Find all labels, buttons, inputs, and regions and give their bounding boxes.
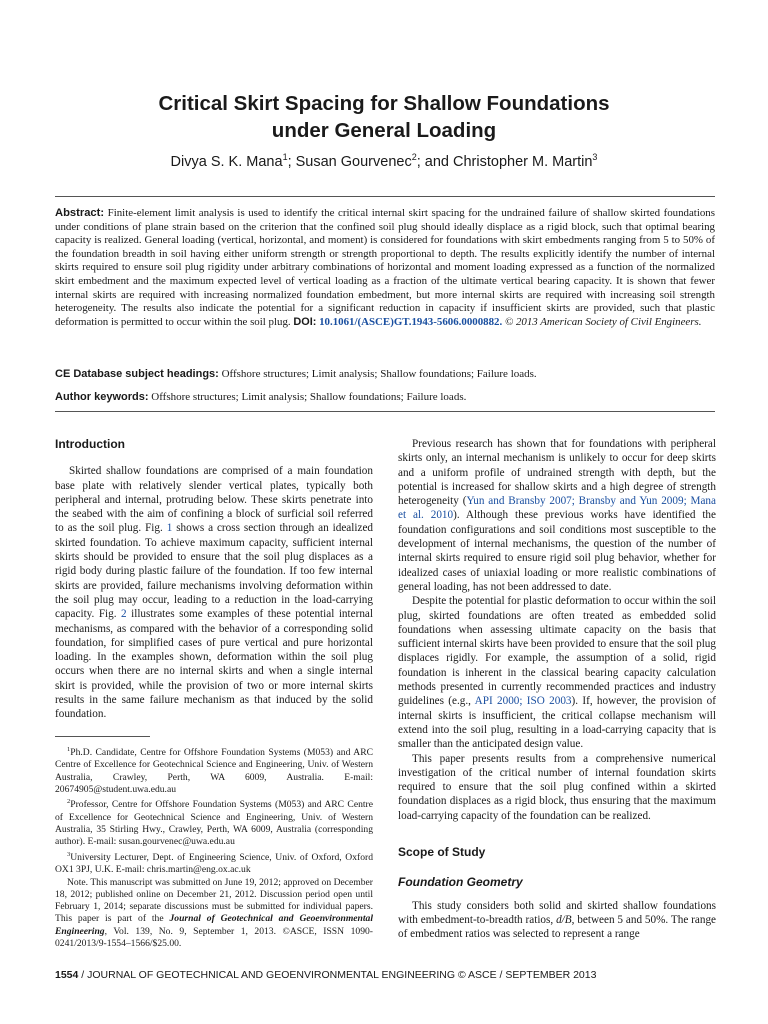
footnote-1: [55, 744, 373, 796]
note-text-a: Note. This manuscript was submitted on June 19, 2012; approved on December 18, 2012; published online on December 21, 2012. Discussion period open until February 1, 2014; separate discussions must be submitted for individual papers. This paper is part of the: [55, 876, 373, 925]
embedment-ratio-variable: d/B: [556, 913, 572, 926]
subsection-heading-foundation-geometry: Foundation Geometry: [398, 875, 523, 890]
intro-text-b: shows a cross section through an idealized skirted foundation. To achieve maximum capacity, sufficient internal skirts should be provided to ensure that the soil plug displaces as a rigid body during plastic failure of the foundation. If too few internal skirts are provided, failure mechanisms involving deformation within the soil plug may occur, leading to a reduction in the load-carrying capacity. Fig.: [55, 522, 373, 621]
footnote-rule: [55, 736, 150, 737]
right-p1-text-b: ). Although these previous works have identified the foundation configurations and soil conditions most susceptible to the development of internal mechanisms, the question of the number of internal skirts required to ensure rigid soil plug behavior, whether for idealized cases of uniaxial loading or more realistic combinations of general loading, has not been addressed to date.: [398, 509, 716, 593]
right-p2-text-a: Despite the potential for plastic deformation to occur within the soil plug, skirted foundations are often treated as embedded solid foundations when assessing ultimate capacity on the basis that sufficient internal skirts have been provided to ensure that the soil plug displaces rigidly. For example, the assumption of a solid, rigid foundation is inherent in the classical bearing capacity calculation methods presented in currently recommended practices and industry guidelines (e.g.,: [398, 595, 716, 708]
footnote-1-text: Ph.D. Candidate, Centre for Offshore Foundation Systems (M053) and ARC Centre of Excellence for Geotechnical Science and Engineering, Univ. of Western Australia, Crawley, Perth, WA 6009, Australia. E-mail: 20674905@student.uwa.edu.au: [55, 747, 373, 796]
title-line-1: Critical Skirt Spacing for Shallow Foundations: [158, 92, 610, 115]
footnote-3-text: University Lecturer, Dept. of Engineering Science, Univ. of Oxford, Oxford OX1 3PJ, U.K. E-mail: chris.martin@eng.ox.ac.uk: [55, 851, 373, 876]
author-list: [0, 152, 768, 170]
right-column: [398, 437, 716, 942]
footnote-1-mark: 1: [67, 746, 71, 753]
intro-paragraph: [55, 464, 373, 721]
intro-text-c: illustrates some examples of these potential internal mechanisms, as compared with the behavior of a corresponding solid foundation, for simplified cases of pure vertical and pure horizontal loading. In the examples shown, deformation within the soil plug occurs when there are no internal skirts and when a single internal skirt is provided, while the provision of two or more internal skirts results in the same failure mechanism as that induced by the solid foundation.: [55, 608, 373, 721]
footer-journal-line: / JOURNAL OF GEOTECHNICAL AND GEOENVIRONMENTAL ENGINEERING © ASCE / SEPTEMBER 2013: [78, 969, 597, 981]
copyright-notice: © 2013 American Society of Civil Engineers.: [504, 315, 702, 328]
right-paragraph-1: [398, 437, 716, 594]
subject-headings: [55, 368, 715, 380]
author-1: Divya S. K. Mana: [170, 153, 283, 170]
author-3-affil: 3: [592, 152, 598, 162]
left-column: [55, 437, 373, 722]
author-2-affil: 2: [411, 152, 417, 162]
page-footer: [55, 969, 596, 981]
keywords-bottom-rule: [55, 411, 715, 412]
title-line-2: under General Loading: [271, 119, 497, 142]
author-1-affil: 1: [282, 152, 288, 162]
right-paragraph-2: [398, 594, 716, 751]
fig2-link[interactable]: 2: [121, 608, 127, 621]
author-3: ; and Christopher M. Martin: [416, 153, 593, 170]
reference-link-yun-bransby-mana[interactable]: Yun and Bransby 2007; Bransby and Yun 2009; Mana et al. 2010: [398, 495, 716, 522]
abstract-text: Finite-element limit analysis is used to identify the critical internal skirt spacing for the undrained failure of shallow skirted foundations under conditions of plane strain based on the criterion that the confined soil plug should ideally displace as a rigid block, such that optimal bearing capacity is realized. General loading (vertical, horizontal, and moment) is considered for foundations with skirt embedments ranging from 5 to 50% of the foundation breadth in soil having either uniform strength or strength proportional to depth. The results explicitly identify the number of internal skirts required to ensure soil plug rigidity under arbitrary combinations of horizontal and moment loading expressed as a function of the normalized skirt embedment and the maximum expected level of vertical loading as a fraction of the ultimate vertical bearing capacity. It is shown that fewer internal skirts are required with increasing normalized foundation embedment, but more internal skirts are required with increasing soil strength heterogeneity. The results also indicate the potential for a significant reduction in capacity if insufficient skirts are provided, such that plastic deformation is permitted to occur within the soil plug.: [55, 207, 715, 328]
author-2: ; Susan Gourvenec: [287, 153, 412, 170]
intro-text-a: Skirted shallow foundations are comprised of a main foundation base plate with relatively slender vertical plates, typically both peripheral and internal, protruding below. These skirts penetrate into the seabed with the aim of confining a block of surficial soil referred to as the soil plug. Fig.: [55, 465, 373, 535]
note-text-b: , Vol. 139, No. 9, September 1, 2013. ©ASCE, ISSN 1090-0241/2013/9-1554–1566/$25.00.: [55, 925, 373, 950]
footnotes: [55, 744, 373, 950]
section-heading-scope: Scope of Study: [398, 845, 486, 860]
right-p4-text-b: , between 5 and 50%. The range of embedment ratios was selected to represent a range: [398, 913, 717, 941]
abstract: [55, 207, 715, 329]
page-number: 1554: [55, 969, 79, 981]
doi-link[interactable]: 10.1061/(ASCE)GT.1943-5606.0000882.: [319, 315, 503, 328]
footnote-2: [55, 796, 373, 848]
abstract-top-rule: [55, 196, 715, 197]
author-keywords-text: Offshore structures; Limit analysis; Shallow foundations; Failure loads.: [151, 391, 467, 403]
manuscript-note: [55, 877, 373, 951]
fig1-link[interactable]: 1: [166, 522, 173, 535]
right-p2-text-b: ). If, however, the provision of internal skirts is insufficient, the critical collapse mechanism will extend into the soil plug, resulting in a load-carrying capacity that is smaller than the anticipated design value.: [398, 695, 716, 751]
right-p1-text-a: Previous research has shown that for foundations with peripheral skirts only, an internal mechanism is unlikely to occur for deep skirts and a uniform profile of undrained strength with depth, but the potential is increased for shallow skirts and a high degree of strength heterogeneity (: [398, 438, 716, 508]
paper-title: [0, 90, 768, 144]
footnote-2-text: Professor, Centre for Offshore Foundation Systems (M053) and ARC Centre of Excellence for Geotechnical Science and Engineering, Univ. of Western Australia, 35 Stirling Hwy., Crawley, Perth, WA 6009, Australia (corresponding author). E-mail: susan.gourvenec@uwa.edu.au: [55, 799, 373, 848]
footnote-3: [55, 849, 373, 877]
author-keywords: [55, 391, 715, 403]
reference-link-api-iso[interactable]: API 2000; ISO 2003: [474, 695, 572, 708]
right-paragraph-4: [398, 899, 716, 942]
abstract-label: Abstract:: [55, 207, 105, 219]
section-heading-introduction: Introduction: [55, 437, 125, 451]
doi-label: DOI:: [293, 315, 317, 328]
author-keywords-label: Author keywords:: [55, 391, 149, 403]
footnote-3-mark: 3: [67, 850, 71, 858]
subject-headings-text: Offshore structures; Limit analysis; Shallow foundations; Failure loads.: [221, 368, 537, 380]
footnote-2-mark: 2: [67, 798, 71, 806]
subject-headings-label: CE Database subject headings:: [55, 368, 219, 380]
right-paragraph-3: This paper presents results from a comprehensive numerical investigation of the critical number of internal foundation skirts required to ensure that the soil plug confined within a skirted foundation displaces as a rigid block, thus ensuring that the maximum load-carrying capacity of the foundation can be realized.: [398, 752, 716, 822]
right-p4-text-a: This study considers both solid and skirted shallow foundations with embedment-to-breadth ratios,: [398, 899, 716, 926]
journal-name: Journal of Geotechnical and Geoenvironmental Engineering: [55, 913, 374, 937]
